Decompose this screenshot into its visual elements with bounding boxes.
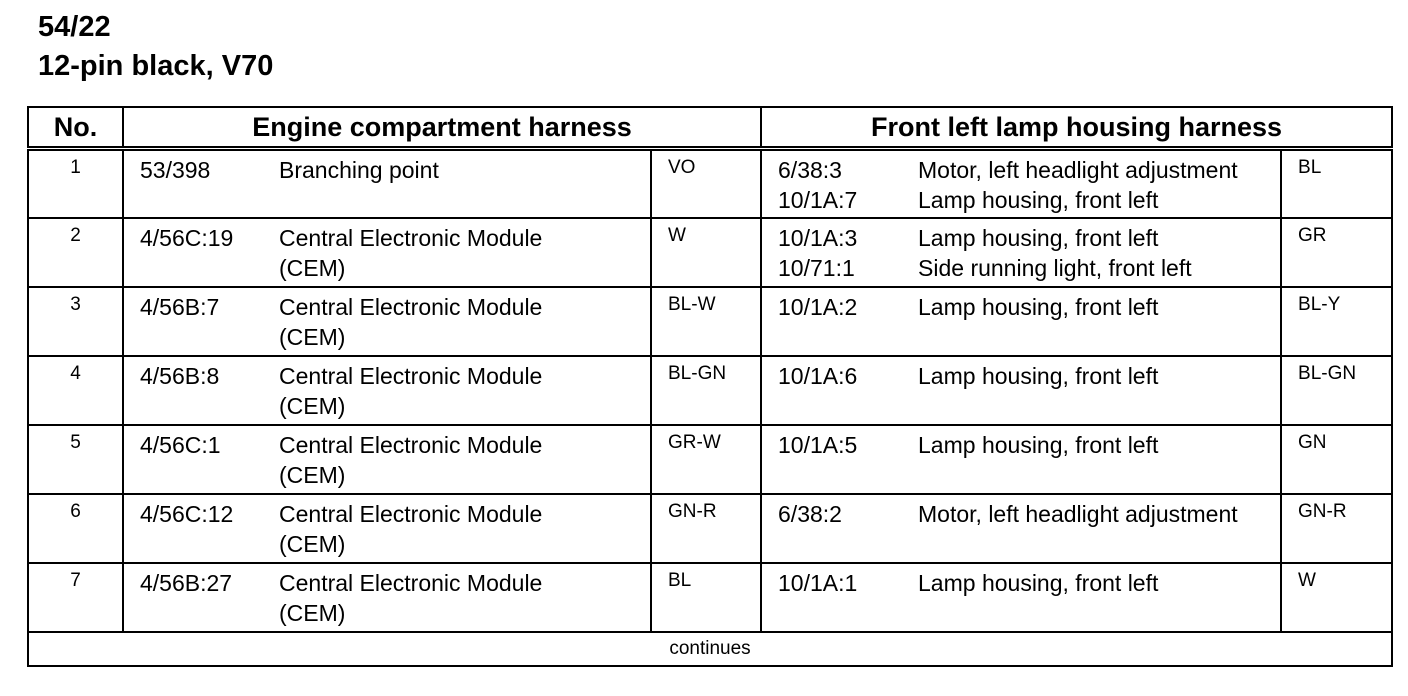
lamp-location: 10/1A:6 [778,362,858,389]
lamp-harness-cell [761,218,1281,287]
engine-location: 4/56B:8 [140,362,220,389]
engine-harness-cell [123,494,651,563]
engine-description [265,499,650,559]
lamp-description: Lamp housing, front left [918,293,1159,320]
lamp-description: Lamp housing, front left [918,362,1159,389]
lamp-descriptions [918,568,1280,598]
engine-harness-cell [123,425,651,494]
table-row [28,425,1392,494]
lamp-description: Motor, left headlight adjustment [918,500,1238,527]
engine-location: 4/56B:7 [140,293,220,320]
table-row [28,356,1392,425]
pin-number: 4 [28,356,123,425]
continues-note: continues [28,632,1392,666]
engine-description [265,155,650,185]
lamp-locations [762,155,918,215]
engine-harness-cell [123,287,651,356]
engine-description-line: Branching point [279,157,439,183]
pin-number: 5 [28,425,123,494]
lamp-locations [762,292,918,322]
pin-number: 1 [28,149,123,218]
lamp-descriptions [918,155,1280,215]
lamp-location: 10/71:1 [778,254,855,281]
engine-description-line: (CEM) [279,392,346,419]
lamp-wire-color: BL-Y [1281,287,1392,356]
engine-description [265,430,650,490]
lamp-descriptions [918,361,1280,391]
header-engine-harness: Engine compartment harness [123,107,761,149]
lamp-wire-color: GN [1281,425,1392,494]
engine-description [265,361,650,421]
lamp-description: Motor, left headlight adjustment [918,157,1238,183]
lamp-descriptions [918,292,1280,322]
lamp-harness-cell [761,425,1281,494]
header-no: No. [28,107,123,149]
engine-location: 53/398 [140,157,211,183]
table-header-row [28,107,1392,149]
lamp-harness-cell [761,563,1281,632]
pin-number: 2 [28,218,123,287]
lamp-locations [762,361,918,391]
pin-number: 7 [28,563,123,632]
lamp-harness-cell [761,356,1281,425]
engine-description [265,292,650,352]
lamp-wire-color: W [1281,563,1392,632]
engine-wire-color: GR-W [651,425,761,494]
engine-description-line: (CEM) [279,599,346,626]
lamp-description: Lamp housing, front left [918,224,1159,251]
table-footer-row [28,632,1392,666]
lamp-location: 10/1A:7 [778,187,858,213]
pin-number: 6 [28,494,123,563]
engine-wire-color: BL-GN [651,356,761,425]
header-lamp-harness: Front left lamp housing harness [761,107,1392,149]
lamp-location: 10/1A:3 [778,224,858,251]
lamp-wire-color: GN-R [1281,494,1392,563]
engine-wire-color: BL-W [651,287,761,356]
pin-number: 3 [28,287,123,356]
engine-wire-color: VO [651,149,761,218]
lamp-description: Lamp housing, front left [918,187,1159,213]
lamp-description: Side running light, front left [918,254,1192,281]
lamp-descriptions [918,223,1280,283]
engine-wire-color: W [651,218,761,287]
engine-harness-cell [123,563,651,632]
engine-wire-color: GN-R [651,494,761,563]
engine-location: 4/56B:27 [140,569,233,596]
engine-description-line: (CEM) [279,254,346,281]
engine-description-line: Central Electronic Module [279,569,543,596]
engine-description-line: Central Electronic Module [279,500,543,527]
table-row [28,563,1392,632]
lamp-location: 6/38:2 [778,500,842,527]
lamp-wire-color: GR [1281,218,1392,287]
lamp-locations [762,499,918,529]
lamp-location: 6/38:3 [778,157,842,183]
lamp-harness-cell [761,494,1281,563]
lamp-description: Lamp housing, front left [918,431,1159,458]
table-row [28,149,1392,218]
lamp-harness-cell [761,287,1281,356]
table-row [28,287,1392,356]
engine-harness-cell [123,218,651,287]
engine-description-line: Central Electronic Module [279,293,543,320]
lamp-harness-cell [761,149,1281,218]
engine-location: 4/56C:19 [140,224,234,251]
lamp-location: 10/1A:5 [778,431,858,458]
engine-description [265,223,650,283]
lamp-locations [762,223,918,283]
engine-harness-cell [123,356,651,425]
lamp-descriptions [918,499,1280,529]
engine-description-line: Central Electronic Module [279,224,543,251]
connector-description: 12-pin black, V70 [38,50,274,82]
engine-description [265,568,650,628]
table-row [28,218,1392,287]
engine-location: 4/56C:1 [140,431,221,458]
connector-code: 54/22 [38,11,111,43]
lamp-description: Lamp housing, front left [918,569,1159,596]
lamp-wire-color: BL [1281,149,1392,218]
engine-description-line: (CEM) [279,530,346,557]
engine-harness-cell [123,149,651,218]
engine-location: 4/56C:12 [140,500,234,527]
lamp-descriptions [918,430,1280,460]
pin-table [27,106,1393,667]
lamp-locations [762,430,918,460]
lamp-wire-color: BL-GN [1281,356,1392,425]
lamp-locations [762,568,918,598]
engine-description-line: (CEM) [279,461,346,488]
engine-description-line: (CEM) [279,323,346,350]
engine-wire-color: BL [651,563,761,632]
document-title [38,8,273,86]
lamp-location: 10/1A:1 [778,569,858,596]
lamp-location: 10/1A:2 [778,293,858,320]
table-row [28,494,1392,563]
engine-description-line: Central Electronic Module [279,431,543,458]
engine-description-line: Central Electronic Module [279,362,543,389]
